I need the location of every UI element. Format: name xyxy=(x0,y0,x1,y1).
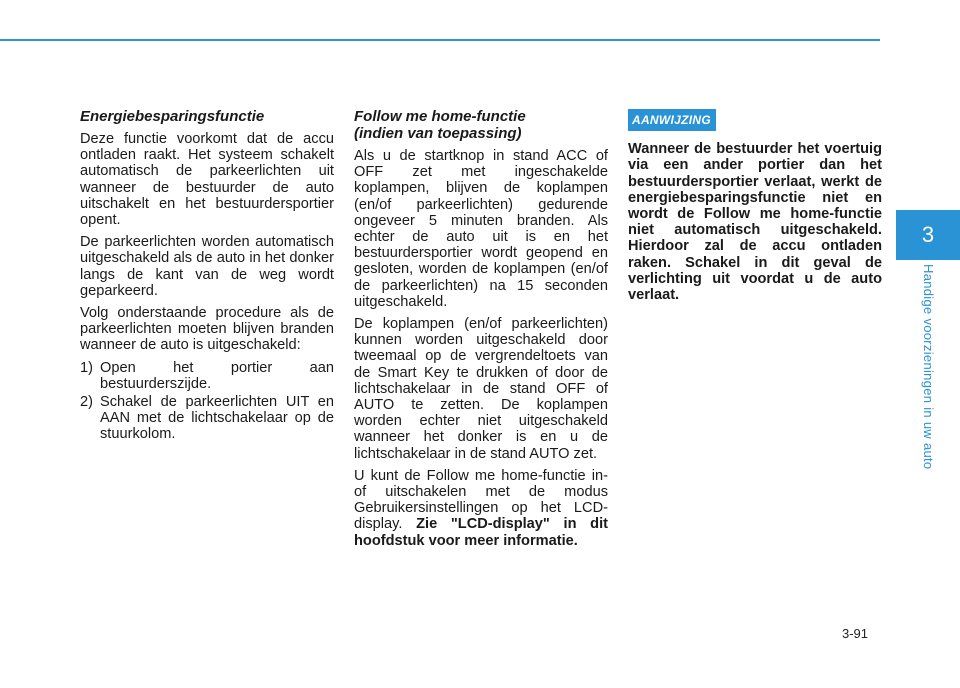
energy-saving-heading: Energiebesparingsfunctie xyxy=(80,108,265,125)
list-item xyxy=(80,394,334,443)
page-number: 3-91 xyxy=(842,626,869,641)
energy-saving-paragraph-1: Deze functie voorkomt dat de accu ontladen raakt. Het systeem schakelt automatisch de parkeerlichten uit wanneer de bestuurder de auto uitschakelt en het bestuurdersportier opent. xyxy=(80,131,334,229)
follow-me-home-paragraph-3 xyxy=(354,468,608,549)
energy-saving-paragraph-2: De parkeerlichten worden automatisch uitgeschakeld als de auto in het donker langs de kant van de weg wordt geparkeerd. xyxy=(80,234,334,299)
follow-me-home-paragraph-1: Als u de startknop in stand ACC of OFF zet met ingeschakelde koplampen, blijven de koplampen (en/of parkeerlichten) gedurende ongeveer 5 minuten branden. Als echter de auto uit is en het bestuurdersportier wordt geopend en gesloten, worden de koplampen (en/of de parkeerlichten) na 15 seconden uitgeschakeld. xyxy=(354,148,608,310)
paragraph-3-text: U kunt de Follow me home-functie in- of uitschakelen met de modus Gebruikersinstellingen op het LCD-display. xyxy=(354,467,608,533)
chapter-tab: 3 xyxy=(896,210,960,260)
note-badge: AANWIJZING xyxy=(628,109,716,131)
energy-saving-paragraph-3: Volg onderstaande procedure als de parkeerlichten moeten blijven branden wanneer de auto is uitgeschakeld: xyxy=(80,305,334,354)
list-item xyxy=(80,360,334,392)
energy-saving-section xyxy=(80,108,334,449)
follow-me-home-section xyxy=(354,108,608,555)
procedure-list xyxy=(80,360,334,443)
step-number: 2) xyxy=(80,394,93,411)
step-text: Open het portier aan bestuurderszijde. xyxy=(100,359,334,392)
chapter-title: Handige voorzieningen in uw auto xyxy=(921,264,936,470)
note-text: Wanneer de bestuurder het voertuig via een ander portier dan het bestuurdersportier verlaat, werkt de energiebesparingsfunctie niet en wordt de Follow me home-functie niet automatisch uitgeschakeld. Hierdoor zal de accu ontladen raken. Schakel in dit geval de verlichting uit voordat u de auto verlaat. xyxy=(628,141,882,304)
step-number: 1) xyxy=(80,359,93,376)
step-text: Schakel de parkeerlichten UIT en AAN met de lichtschakelaar op de stuurkolom. xyxy=(100,394,334,443)
note-section xyxy=(628,109,882,309)
heading-line-1: Follow me home-functie xyxy=(354,108,526,125)
paragraph-3-reference: Zie "LCD-display" in dit hoofdstuk voor meer informatie. xyxy=(354,516,608,549)
follow-me-home-heading xyxy=(354,108,608,142)
follow-me-home-paragraph-2: De koplampen (en/of parkeerlichten) kunnen worden uitgeschakeld door tweemaal op de vergrendeltoets van de Smart Key te drukken of door de lichtschakelaar in de stand OFF of AUTO te zetten. De koplampen worden echter niet uitgeschakeld wanneer het donker is en u de lichtschakelaar in de stand AUTO zet. xyxy=(354,316,608,462)
heading-line-2: (indien van toepassing) xyxy=(354,125,522,142)
header-rule xyxy=(0,39,880,41)
